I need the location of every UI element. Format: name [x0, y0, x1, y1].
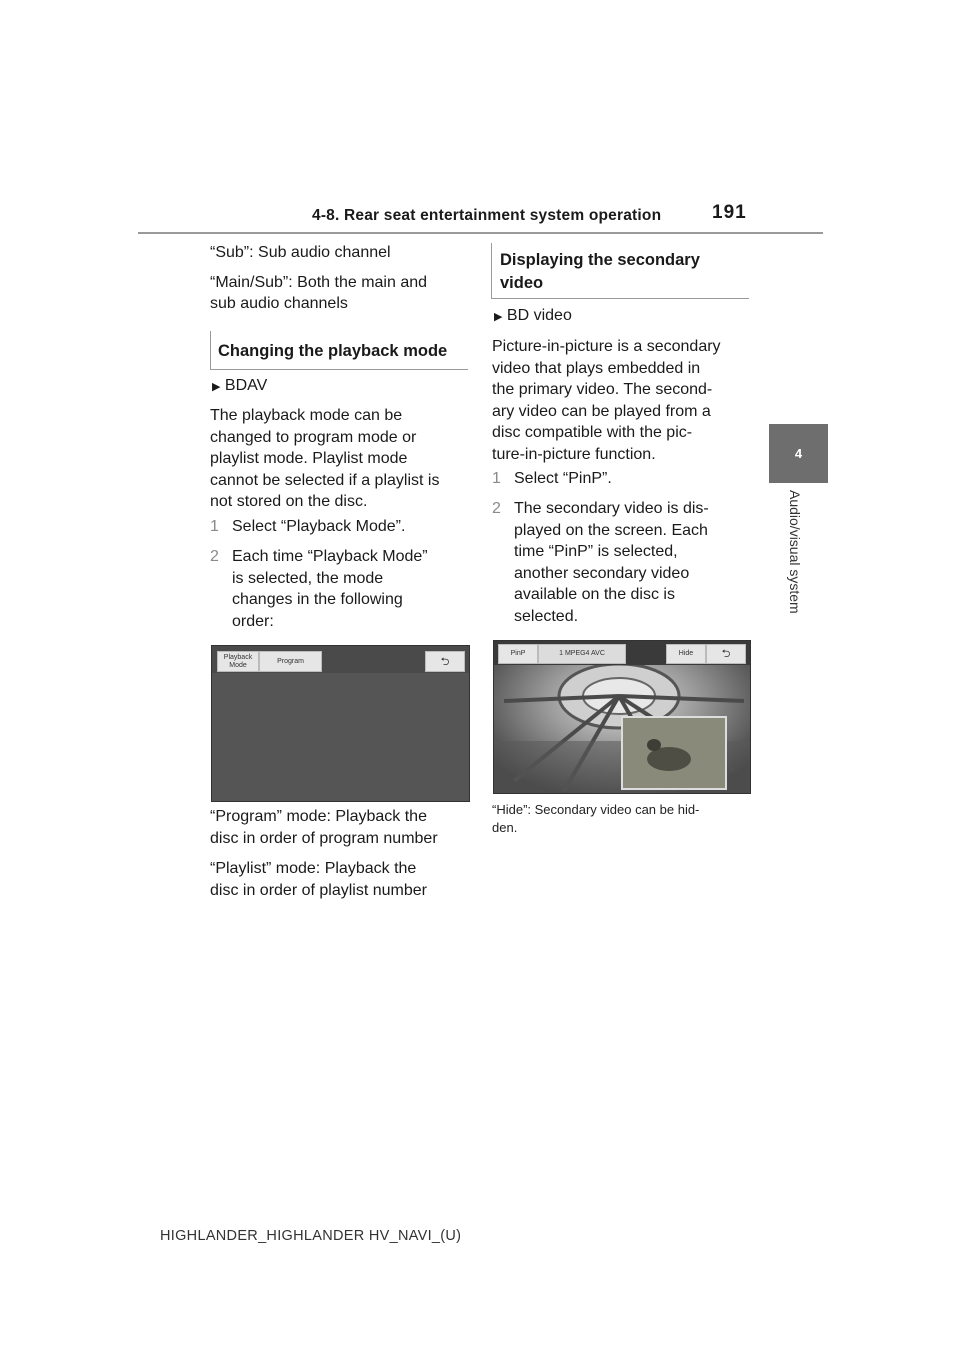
heading-playback-mode: Changing the playback mode [218, 342, 448, 360]
playback-mode-paragraph: The playback mode can be changed to program mode or playlist mode. Playlist mode cannot be selected if a playlist is not stored on the disc. [210, 407, 440, 510]
mainsub-line-1: “Main/Sub”: Both the main and [210, 274, 428, 291]
bullet-bdav [212, 377, 267, 395]
track-display: 1 MPEG4 AVC [538, 644, 626, 664]
left-step-1: 1 Select “Playback Mode”. [210, 516, 405, 538]
back-icon: ⮌ [440, 655, 450, 668]
chapter-tab: 4 [769, 424, 828, 483]
triangle-bullet-icon: ▶ [494, 311, 503, 323]
pinp-screen [493, 640, 751, 794]
page-number: 191 [712, 202, 747, 223]
hide-caption: “Hide”: Secondary video can be hid- den. [492, 802, 700, 835]
heading-rule-left [491, 243, 492, 299]
step-number: 2 [492, 500, 501, 517]
pinp-paragraph: Picture-in-picture is a secondary video that plays embedded in the primary video. The second- ary video can be played from a disc compatible with the pic- ture-in-picture function. [492, 338, 721, 463]
chapter-label-text: Audio/visual system [787, 490, 803, 614]
step-number: 1 [492, 470, 501, 487]
hide-button[interactable]: Hide [666, 644, 706, 664]
step-number: 2 [210, 548, 219, 565]
header-rule [138, 232, 823, 234]
pinp-button[interactable]: PinP [498, 644, 538, 664]
chapter-label [783, 490, 807, 650]
program-button[interactable]: Program [259, 651, 322, 672]
triangle-bullet-icon: ▶ [212, 381, 221, 393]
playback-mode-screen [211, 645, 470, 802]
mainsub-line-2: sub audio channels [210, 295, 348, 312]
heading-rule-bottom [491, 298, 749, 299]
heading-rule-left [210, 331, 211, 369]
mode-descriptions: “Program” mode: Playback the disc in order of program number “Playlist” mode: Playback the disc in order of playlist number [210, 808, 438, 899]
step-number: 1 [210, 518, 219, 535]
footer-model: HIGHLANDER_HIGHLANDER HV_NAVI_(U) [160, 1228, 462, 1244]
playback-mode-button[interactable]: Playback Mode [217, 651, 259, 672]
back-button[interactable] [425, 651, 465, 672]
bullet-bd-video [494, 307, 572, 325]
section-title: 4-8. Rear seat entertainment system operation [312, 207, 662, 224]
left-step-2: 2 Each time “Playback Mode” is selected, the mode changes in the following order: [210, 548, 428, 630]
right-step-2: 2 The secondary video is dis- played on the screen. Each time “PinP” is selected, another secondary video available on the disc is selected. [492, 500, 709, 625]
right-step-1: 1 Select “PinP”. [492, 468, 612, 490]
back-icon: ⮌ [721, 648, 731, 660]
bullet-bd-video-text: BD video [506, 307, 572, 324]
back-button[interactable] [706, 644, 746, 664]
heading-rule-bottom [210, 369, 468, 370]
sub-channel-line: “Sub”: Sub audio channel [210, 244, 391, 261]
heading-secondary-video: Displaying the secondary video [500, 251, 700, 292]
bullet-bdav-text: BDAV [224, 377, 268, 394]
